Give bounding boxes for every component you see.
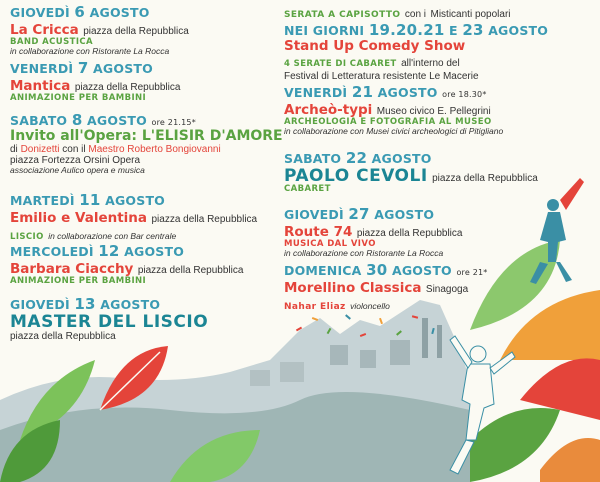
event-date: MERCOLEDÌ 12 AGOSTO xyxy=(10,242,185,260)
event-subtitle: BAND ACUSTICA xyxy=(10,37,94,48)
event-title: Barbara Ciacchy xyxy=(10,260,134,277)
event-7-agosto xyxy=(10,60,272,103)
event-location: piazza della Repubblica xyxy=(83,25,189,37)
event-date: VENERDÌ 7 AGOSTO xyxy=(10,59,153,77)
event-11-agosto xyxy=(10,192,272,244)
event-subtitle: SERATA A CAPISOTTO xyxy=(284,10,401,20)
event-title: Route 74 xyxy=(284,223,353,240)
event-8-agosto xyxy=(10,111,283,175)
event-date: NEI GIORNI 19.20.21 E 23 AGOSTO xyxy=(284,21,549,39)
event-subtitle: ANIMAZIONE PER BAMBINI xyxy=(10,276,147,287)
event-date: SABATO 8 AGOSTO ore 21.15* xyxy=(10,111,196,129)
event-location: piazza della Repubblica xyxy=(74,81,181,93)
event-13-agosto xyxy=(10,296,272,342)
event-title: La Cricca xyxy=(10,21,79,38)
event-30-agosto: DOMENICA 30 AGOSTO ore 21* Morellino Classica Sinagoga Nahar Eliaz violoncello xyxy=(284,262,584,314)
event-collab: associazione Aulico opera e musica xyxy=(10,164,145,175)
event-title: Stand Up Comedy Show xyxy=(284,37,466,54)
event-location: piazza della Repubblica xyxy=(356,227,463,239)
event-date: MARTEDÌ 11 AGOSTO xyxy=(10,191,165,209)
event-21-agosto xyxy=(284,84,584,137)
event-subtitle: CABARET xyxy=(284,184,331,195)
event-collab: in collaborazione con Ristorante La Rocca xyxy=(284,248,444,259)
event-location: piazza Fortezza Orsini Opera xyxy=(10,154,141,166)
event-6-agosto xyxy=(10,4,272,57)
event-date: GIOVEDÌ 13 AGOSTO xyxy=(10,295,161,313)
event-date: SABATO 22 AGOSTO xyxy=(284,149,432,167)
event-capisotto: SERATA A CAPISOTTO con i Misticanti popolari xyxy=(284,9,511,20)
event-location: piazza della Repubblica xyxy=(432,172,538,184)
event-location: piazza della Repubblica xyxy=(151,213,258,225)
event-headliner: PAOLO CEVOLI xyxy=(284,165,428,186)
event-location: Museo civico E. Pellegrini xyxy=(376,105,491,117)
event-performer: Misticanti popolari xyxy=(430,9,511,20)
event-title: Mantica xyxy=(10,77,71,94)
event-location: piazza della Repubblica xyxy=(10,331,116,343)
event-subtitle: MUSICA DAL VIVO xyxy=(284,239,376,250)
event-title: Emilio e Valentina xyxy=(10,209,148,226)
event-headliner: MASTER DEL LISCIO xyxy=(10,311,209,332)
event-collab: in collaborazione con Musei civici archeologici di Pitigliano xyxy=(284,126,504,137)
event-22-agosto xyxy=(284,150,584,195)
event-collab: in collaborazione con Bar centrale xyxy=(48,231,177,242)
event-date: GIOVEDÌ 27 AGOSTO xyxy=(284,205,435,223)
event-date: VENERDÌ 21 AGOSTO ore 18.30* xyxy=(284,83,487,101)
event-festival: Festival di Letteratura resistente Le Macerie xyxy=(284,70,479,82)
event-title: Archeò-typi xyxy=(284,101,373,118)
event-date: DOMENICA 30 AGOSTO ore 21* xyxy=(284,261,488,279)
event-title: Invito all'Opera: L'ELISIR D'AMORE xyxy=(10,127,283,144)
event-12-agosto xyxy=(10,243,272,286)
event-subtitle: LISCIO xyxy=(10,232,44,243)
event-title: Morellino Classica xyxy=(284,279,422,296)
event-credits: di Donizetti con il Maestro Roberto Bongiovanni xyxy=(10,143,221,155)
event-subtitle: ARCHEOLOGIA E FOTOGRAFIA AL MUSEO xyxy=(284,117,492,128)
event-collab: in collaborazione con Ristorante La Rocca xyxy=(10,46,170,57)
event-location: Sinagoga xyxy=(425,283,469,295)
event-location: piazza della Repubblica xyxy=(137,264,244,276)
event-performer: Nahar Eliaz xyxy=(284,302,346,313)
event-date: GIOVEDÌ 6 AGOSTO xyxy=(10,3,150,21)
event-subtitle: ANIMAZIONE PER BAMBINI xyxy=(10,93,147,104)
event-19-23-agosto: NEI GIORNI 19.20.21 E 23 AGOSTO Stand Up Comedy Show 4 SERATE DI CABARET all'interno del Festival di Letteratura resistente Le Macerie xyxy=(284,22,584,82)
event-27-agosto xyxy=(284,206,584,259)
